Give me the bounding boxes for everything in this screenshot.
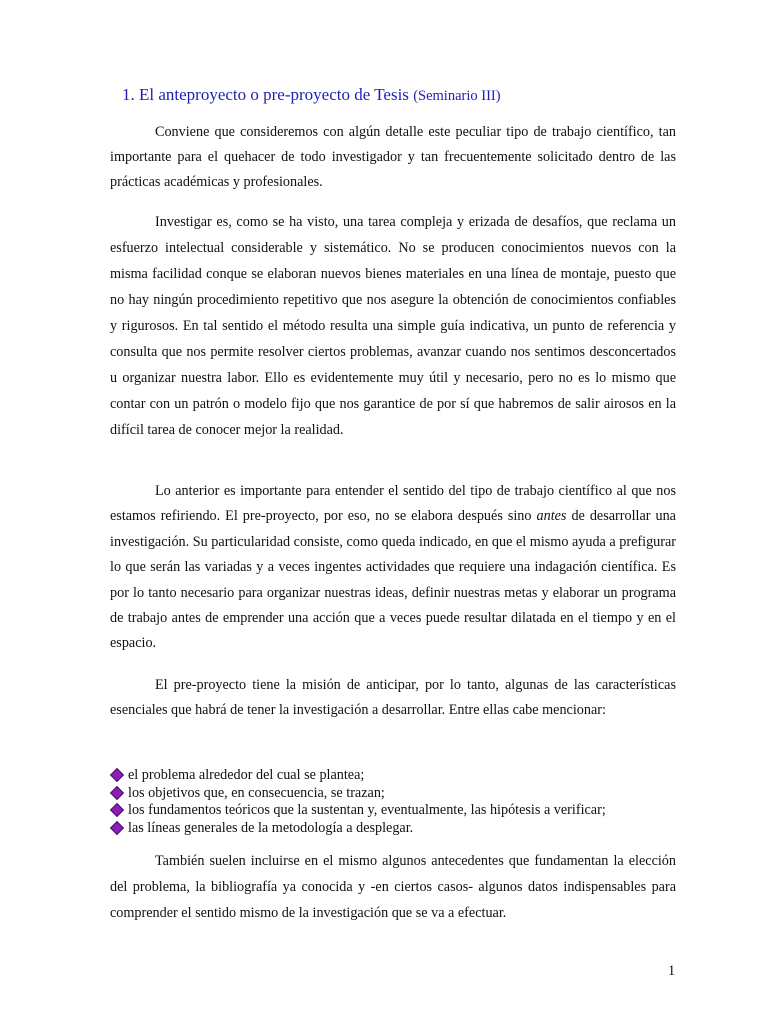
paragraph-mision: El pre-proyecto tiene la misión de anticipar, por lo tanto, algunas de las características esenciales que habrá de tener la investigación a desarrollar. Entre ellas cabe mencionar: [110, 677, 676, 718]
diamond-bullet-icon [110, 768, 124, 782]
page-number: 1 [668, 963, 676, 979]
diamond-bullet-icon [110, 803, 124, 817]
section-title: El anteproyecto o pre-proyecto de Tesis [139, 85, 409, 104]
diamond-bullet-icon [110, 786, 124, 800]
list-item-text: los fundamentos teóricos que la sustentan y, eventualmente, las hipótesis a verificar; [128, 802, 606, 818]
paragraph-investigar: Investigar es, como se ha visto, una tarea compleja y erizada de desafíos, que reclama un esfuerzo intelectual considerable y sistemático. No se producen conocimientos nuevos con la misma facilidad conque se elaboran nuevos bienes materiales en una línea de montaje, puesto que no hay ningún procedimiento repetitivo que nos asegure la obtención de conocimientos confiables y rigurosos. En tal sentido el método resulta una simple guía indicativa, un punto de referencia y consulta que nos permite resolver ciertos problemas, avanzar cuando nos sentimos desconcertados u organizar nuestra labor. Ello es evidentemente muy útil y necesario, pero no es lo mismo que contar con un patrón o modelo fijo que nos garantice de por sí que habremos de salir airosos en la difícil tarea de conocer mejor la realidad. [110, 214, 676, 438]
section-subtitle: (Seminario III) [413, 88, 501, 104]
list-item [110, 785, 606, 803]
paragraph-anterior-after: de desarrollar una investigación. Su particularidad consiste, como queda indicado, en que el mismo ayuda a prefigurar lo que serán las variadas y a veces ingentes actividades que requiere una indagación científica. Es por lo tanto necesario para organizar nuestras ideas, definir nuestras metas y elaborar un programa de trabajo antes de emprender una acción que a veces puede resultar dilatada en el tiempo y en el espacio. [110, 508, 676, 652]
list-item [110, 802, 606, 820]
list-item-text: los objetivos que, en consecuencia, se trazan; [128, 784, 385, 801]
diamond-bullet-icon [110, 821, 124, 835]
paragraph-anterior [110, 479, 676, 657]
list-item [110, 820, 606, 838]
list-item [110, 767, 606, 785]
paragraph-antecedentes: También suelen incluirse en el mismo algunos antecedentes que fundamentan la elección del problema, la bibliografía ya conocida y -en ciertos casos- algunos datos indispensables para comprender el sentido mismo de la investigación que se va a efectuar. [110, 853, 676, 921]
paragraph-intro: Conviene que consideremos con algún detalle este peculiar tipo de trabajo científico, tan importante para el quehacer de todo investigador y tan frecuentemente solicitado dentro de las prácticas académicas y profesionales. [110, 124, 676, 190]
emphasis-antes: antes [536, 508, 567, 525]
section-number: 1. [122, 85, 135, 104]
section-heading [122, 85, 501, 105]
paragraph-anterior-before: Lo anterior es importante para entender el sentido del tipo de trabajo científico al que nos estamos refiriendo. El pre-proyecto, por eso, no se elabora después sino [110, 483, 676, 525]
characteristics-list [110, 767, 606, 837]
list-item-text: las líneas generales de la metodología a desplegar. [128, 819, 414, 836]
list-item-text: el problema alrededor del cual se plantea; [128, 767, 365, 783]
